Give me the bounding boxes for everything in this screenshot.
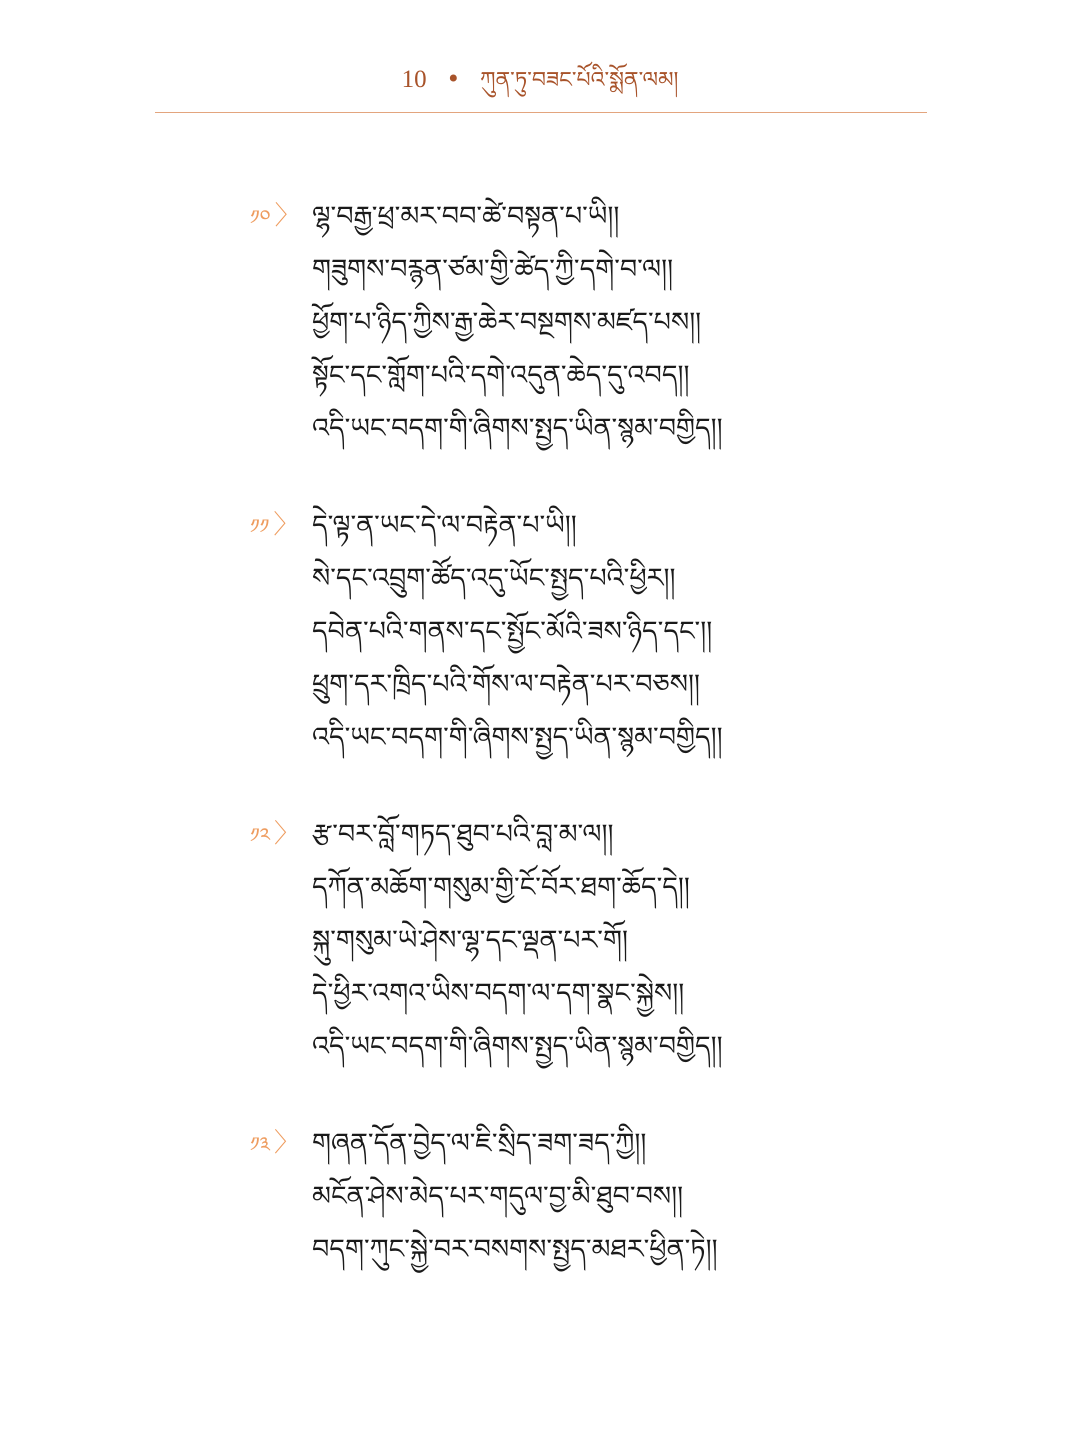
verse-line: དེ་ཕྱིར་འགའ་ཡིས་བདག་ལ་དག་སྣང་སྐྱེས།། bbox=[312, 978, 685, 1009]
book-title: ཀུན་ཏུ་བཟང་པོའི་སྨོན་ལམ། bbox=[480, 68, 679, 93]
header-divider bbox=[155, 112, 927, 113]
verse-number: ༡༣ 〉 bbox=[250, 1128, 301, 1158]
verse-line: མངོན་ཤེས་མེད་པར་གདུལ་བྱ་མི་ཐུབ་བས།། bbox=[312, 1181, 684, 1212]
verse-line: སྟོང་དང་གློག་པའི་དགེ་འདུན་ཆེད་དུ་འབད།། bbox=[312, 360, 690, 391]
verse-line: ལྷ་བརྒྱ་ཕྲ་མར་བབ་ཚེ་བསྟན་པ་ཡི།། bbox=[312, 201, 620, 232]
verse-10 bbox=[250, 190, 970, 455]
verse-bracket-icon: 〉 bbox=[273, 510, 300, 540]
verse-bracket-icon: 〉 bbox=[274, 1128, 301, 1158]
verse-line: ཕྲུག་དར་ཁྲིད་པའི་གོས་ལ་བརྟེན་པར་བཅས།། bbox=[312, 669, 700, 700]
verse-number: ༡༢ 〉 bbox=[250, 819, 301, 849]
verse-line: སེ་དང་འབྲུག་ཚོད་འདུ་ཡོང་སྤྱད་པའི་ཕྱིར།། bbox=[312, 563, 676, 594]
verse-11 bbox=[250, 499, 970, 764]
verse-line: དབེན་པའི་གནས་དང་སྤྱོང་མོའི་ཟས་ཉིད་དང་།། bbox=[312, 616, 713, 647]
verse-bracket-icon: 〉 bbox=[274, 819, 301, 849]
verse-13 bbox=[250, 1117, 970, 1276]
verse-number: ༡༡ 〉 bbox=[250, 510, 300, 540]
verse-line: གཟུགས་བརྙན་ཙམ་གྱི་ཚེད་ཀྱི་དགེ་བ་ལ།། bbox=[312, 254, 674, 285]
verse-line: གཞན་དོན་བྱེད་ལ་ཇི་སྲིད་ཟག་ཟད་ཀྱི།། bbox=[312, 1128, 647, 1159]
verse-line: སྐུ་གསུམ་ཡེ་ཤེས་ལྷ་དང་ལྡན་པར་གོ། bbox=[312, 925, 628, 956]
verse-body bbox=[250, 190, 970, 1320]
verse-line: འདི་ཡང་བདག་གི་ཞིགས་སྤྱད་ཡིན་སྙམ་བགྱིད།། bbox=[312, 1031, 723, 1062]
verse-line: ཕྱོག་པ་ཉིད་ཀྱིས་རྒྱ་ཆེར་བསྔགས་མཛད་པས།། bbox=[312, 307, 702, 338]
verse-line: འདི་ཡང་བདག་གི་ཞིགས་སྤྱད་ཡིན་སྙམ་བགྱིད།། bbox=[312, 722, 723, 753]
verse-line: དེ་ལྟ་ན་ཡང་དེ་ལ་བརྟེན་པ་ཡི།། bbox=[312, 510, 577, 541]
verse-number: ༡༠ 〉 bbox=[250, 201, 301, 231]
page-number: 10 bbox=[401, 66, 427, 93]
running-header bbox=[0, 55, 1080, 105]
verse-line: བདག་ཀུང་སྐྱེ་བར་བསགས་སྤྱད་མཐར་ཕྱིན་ཏེ།། bbox=[312, 1234, 718, 1265]
verse-line: དཀོན་མཆོག་གསུམ་གྱི་ངོ་བོར་ཐག་ཆོད་དེ།། bbox=[312, 872, 690, 903]
header-separator: • bbox=[446, 65, 461, 93]
verse-12 bbox=[250, 808, 970, 1073]
verse-bracket-icon: 〉 bbox=[274, 201, 301, 231]
verse-line: རྩ་བར་བློ་གཏད་ཐུབ་པའི་བླ་མ་ལ།། bbox=[312, 819, 614, 850]
verse-line: འདི་ཡང་བདག་གི་ཞིགས་སྤྱད་ཡིན་སྙམ་བགྱིད།། bbox=[312, 413, 723, 444]
